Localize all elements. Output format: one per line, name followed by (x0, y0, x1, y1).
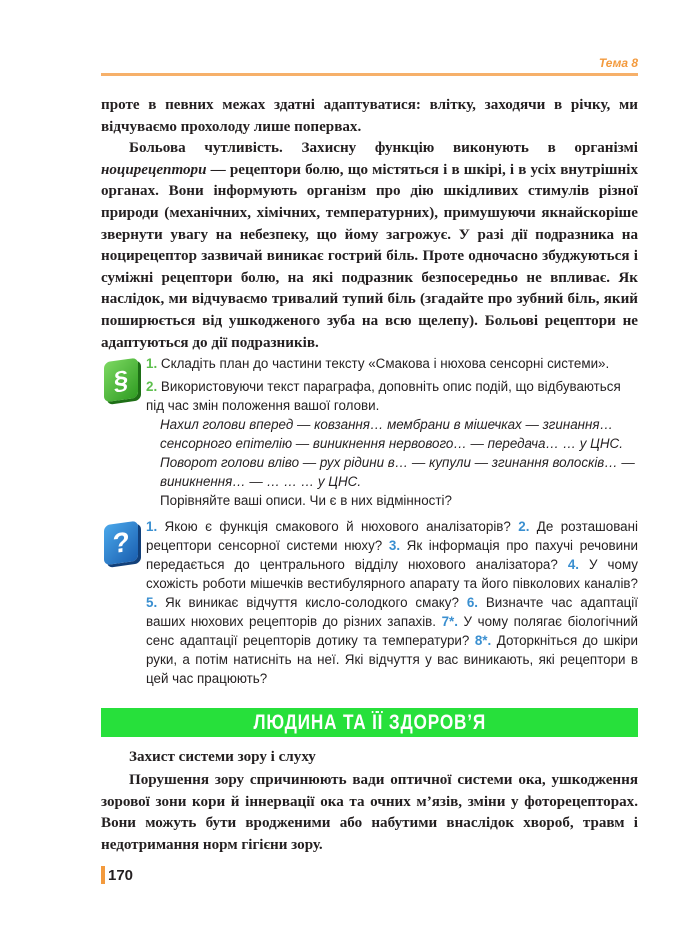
tasks-block (146, 354, 638, 510)
header-divider (101, 73, 638, 76)
health-paragraph: Порушення зору спричинюють вади оптичної системи ока, ушкодження зорової зони кори й іннервації ока та очних м’язів, зміни у фоторецепторах. Вони можуть бути вродженими або набутими внаслідок хвороб, травм і недотримання норм гігієни зору. (101, 772, 638, 853)
page-number (101, 866, 133, 884)
page-number-bar (101, 866, 105, 884)
questions-block (146, 517, 638, 688)
paragraph-adaptation: проте в певних межах здатні адаптуватися: влітку, заходячи в річку, ми відчуваємо прохолоду лише попервах. (101, 97, 638, 135)
task-item-2-tail: Порівняйте ваші описи. Чи є в них відмінності? (160, 493, 452, 508)
health-text (101, 770, 638, 856)
pain-text-b: — рецептори болю, що містяться і в шкірі, і в усіх внутрішніх органах. Вони інформують організм про дію шкідливих стимулів різної природи (механічних, хімічних, температурних), примушуючи якнайскоріше звернути увагу на небезпеку, що йому загрожує. У разі дії подразника на ноцирецептор зазвичай виникає гострий біль. Проте одночасно збуджуються і суміжні рецептори болю, на які подразник безпосередньо не впливає. Як наслідок, ми відчуваємо тривалий тупий біль (згадайте про зубний біль, який поширюється від ушкодженого зуба на всю щелепу). Больові рецептори не адаптуються до дії подразників. (101, 161, 638, 351)
health-banner: ЛЮДИНА ТА ЇЇ ЗДОРОВ’Я (101, 708, 638, 737)
pain-term: ноцирецептори (101, 161, 207, 178)
question-mark-icon: ? (104, 521, 138, 566)
topic-label: Тема 8 (598, 56, 638, 70)
health-section-heading: Захист системи зору і слуху (129, 749, 316, 765)
page-number-text: 170 (108, 866, 134, 884)
section-sign-icon: § (104, 358, 138, 403)
task-item-2-italic: Нахил голови вперед — ковзання… мембрани в мішечках — згинання… сенсорного епітелію — виникнення нервового… — передача… … у ЦНС. Поворот голови вліво — рух рідини в… — купули — згинання волосків… — виникнення… — … … … у ЦНС. (160, 417, 635, 489)
pain-text-a: Захисну функцію виконують в організмі (301, 140, 638, 157)
task-item-2: 2. Використовуючи текст параграфа, доповніть опис подій, що відбуваються під час змін положення вашої голови. (146, 379, 621, 413)
pain-heading: Больова чутливість. (129, 140, 283, 157)
paragraph-pain (101, 138, 638, 354)
task-item-1: 1. Складіть план до частини тексту «Смакова і нюхова сенсорні системи». (146, 356, 610, 371)
questions-text: 1. Якою є функція смакового й нюхового аналізаторів? 2. Де розташовані рецептори сенсорної системи нюху? 3. Як інформація про пахучі речовини передається до центрального відділу нюхового аналізатора? 4. У чому схожість роботи мішечків вестибулярного апарату та його півколових каналів? 5. Як виникає відчуття кисло-солодкого смаку? 6. Визначте час адаптації ваших нюхових рецепторів до різних запахів. 7*. У чому полягає біологічний сенс адаптації рецепторів дотику та температури? 8*. Доторкніться до шкіри руки, а потім натисніть на неї. Які відчуття у вас виникають, які рецептори в цей час працюють? (146, 519, 639, 686)
main-text (101, 95, 638, 354)
